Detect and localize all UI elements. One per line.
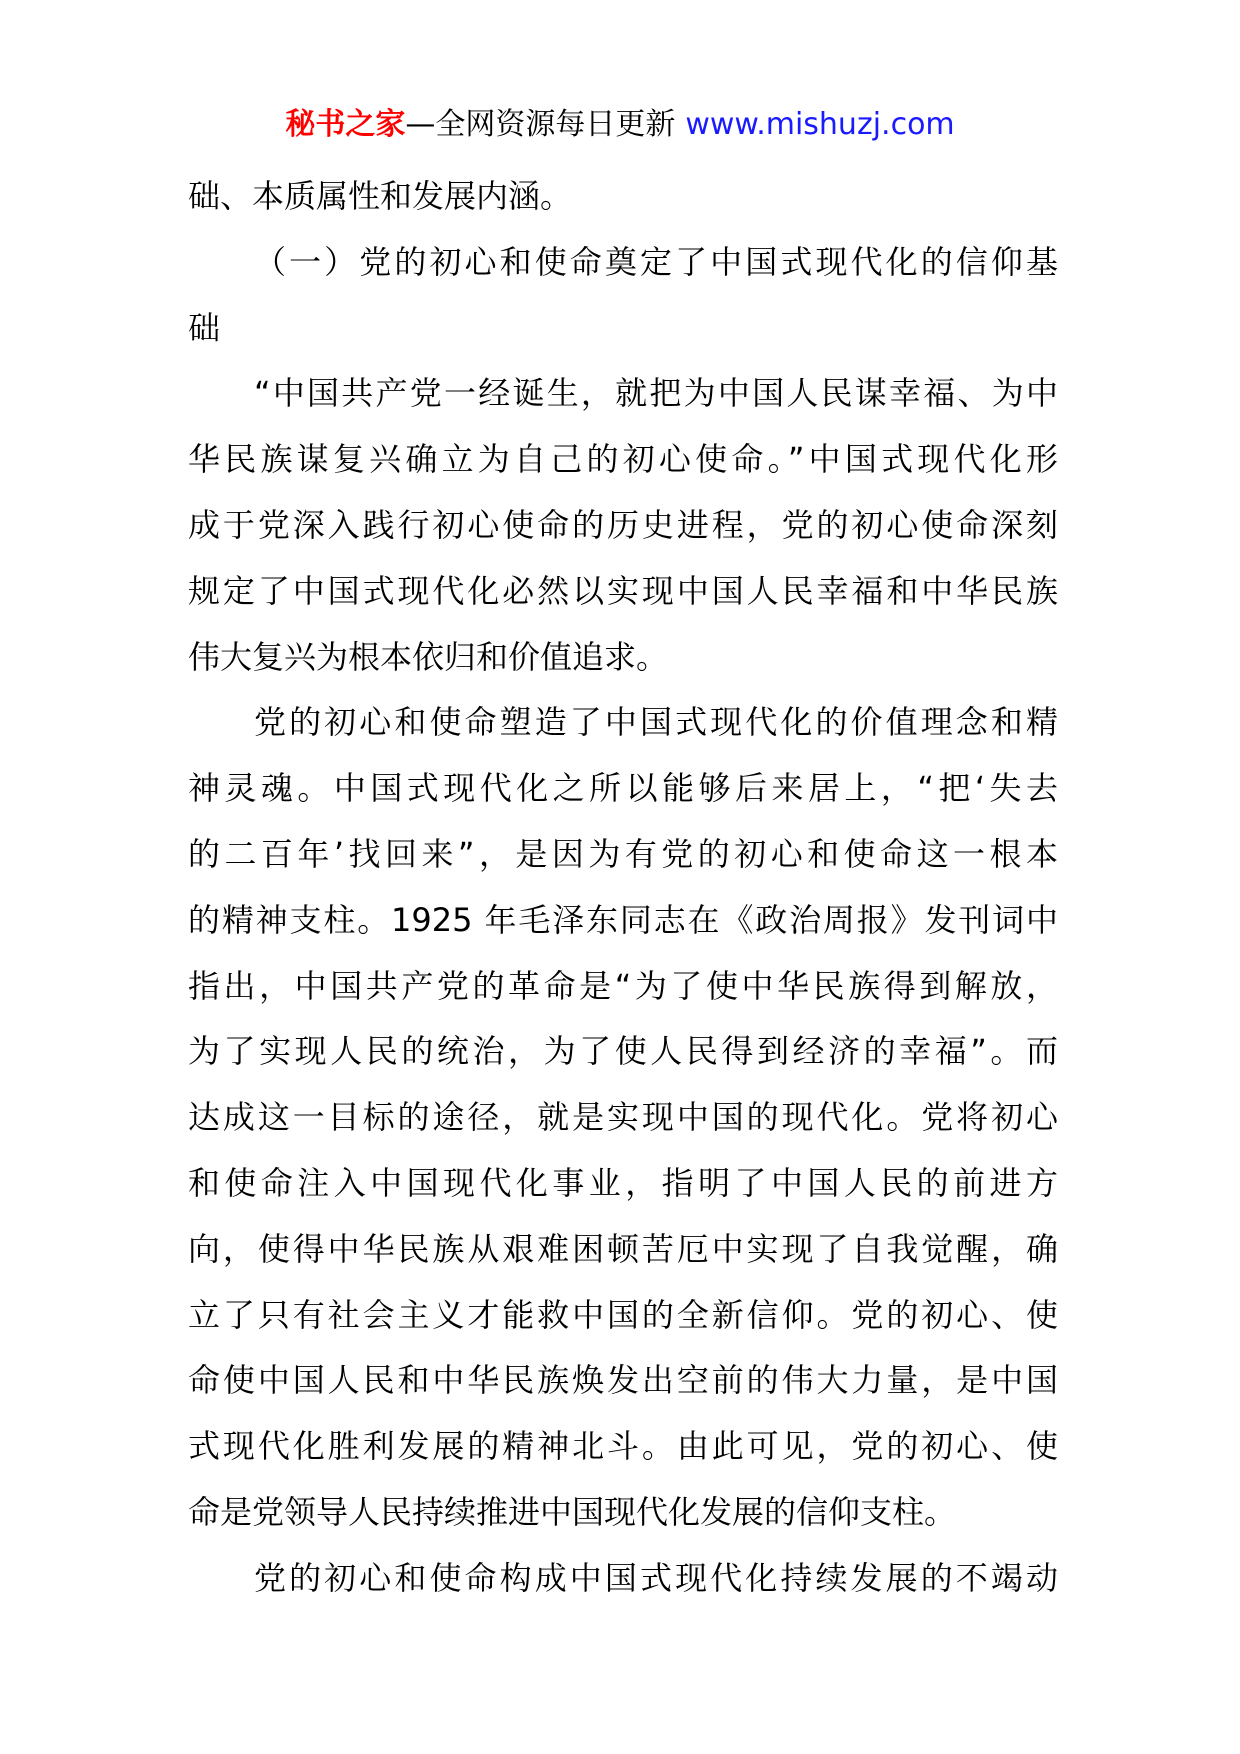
- body-line: 神灵魂。中国式现代化之所以能够后来居上，“把‘失去: [188, 769, 1058, 808]
- body-line: 伟大复兴为根本依归和价值追求。: [188, 637, 669, 676]
- body-line: 规定了中国式现代化必然以实现中国人民幸福和中华民族: [188, 571, 1058, 610]
- body-line: 命是党领导人民持续推进中国现代化发展的信仰支柱。: [188, 1492, 957, 1531]
- body-line: 础、本质属性和发展内涵。: [188, 177, 573, 215]
- body-line: 和使命注入中国现代化事业，指明了中国人民的前进方: [188, 1163, 1058, 1202]
- body-line: 为了实现人民的统治，为了使人民得到经济的幸福”。而: [188, 1032, 1058, 1071]
- header-url-link[interactable]: www.mishuzj.com: [685, 107, 955, 142]
- body-line: “中国共产党一经诞生，就把为中国人民谋幸福、为中: [254, 374, 1058, 413]
- body-line: 华民族谋复兴确立为自己的初心使命。”中国式现代化形: [188, 440, 1058, 479]
- header-brand: 秘书之家: [285, 107, 406, 142]
- section-heading-line: 础: [188, 308, 221, 347]
- body-line: 式现代化胜利发展的精神北斗。由此可见，党的初心、使: [188, 1427, 1058, 1466]
- body-line: 成于党深入践行初心使命的历史进程，党的初心使命深刻: [188, 505, 1058, 544]
- body-line: 立了只有社会主义才能救中国的全新信仰。党的初心、使: [188, 1295, 1058, 1334]
- body-line: 指出，中国共产党的革命是“为了使中华民族得到解放，: [188, 966, 1058, 1005]
- body-line: 的二百年’找回来”，是因为有党的初心和使命这一根本: [188, 834, 1058, 873]
- body-line: 达成这一目标的途径，就是实现中国的现代化。党将初心: [188, 1098, 1058, 1137]
- body-line: 向，使得中华民族从艰难困顿苦厄中实现了自我觉醒，确: [188, 1229, 1058, 1268]
- document-body: [188, 164, 1058, 1612]
- body-line: 的精神支柱。1925 年毛泽东同志在《政治周报》发刊词中: [188, 900, 1058, 939]
- header-tagline: —全网资源每日更新: [405, 107, 676, 142]
- body-line: 党的初心和使命构成中国式现代化持续发展的不竭动: [254, 1558, 1058, 1597]
- body-line: 党的初心和使命塑造了中国式现代化的价值理念和精: [254, 703, 1058, 742]
- body-line: 命使中国人民和中华民族焕发出空前的伟大力量，是中国: [188, 1361, 1058, 1400]
- page-header: [0, 100, 1240, 150]
- section-heading-line: （一）党的初心和使命奠定了中国式现代化的信仰基: [254, 242, 1058, 281]
